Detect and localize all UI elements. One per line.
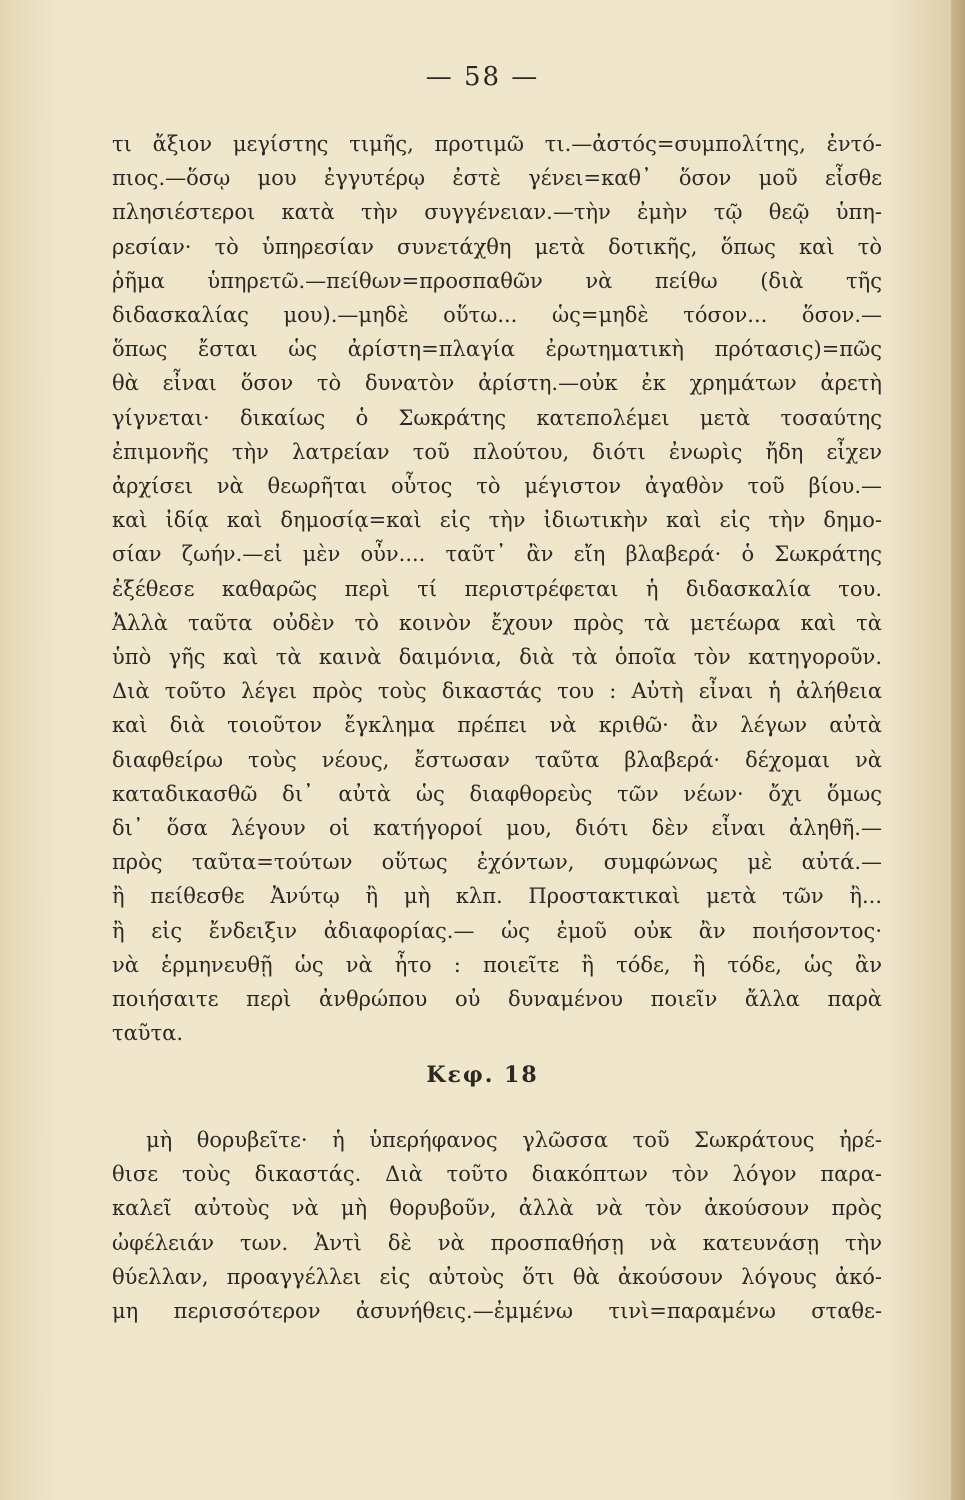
text-line: ρεσίαν· τὸ ὑπηρεσίαν συνετάχθη μετὰ δοτικῆς, ὅπως καὶ τὸ: [112, 234, 882, 259]
text-line: δι᾽ ὅσα λέγουν οἱ κατήγοροί μου, διότι δὲν εἶναι ἀληθῆ.—: [112, 816, 882, 841]
text-line: καὶ διὰ τοιοῦτον ἔγκλημα πρέπει νὰ κριθῶ· ἂν λέγων αὐτὰ: [112, 713, 882, 738]
text-line: καταδικασθῶ δι᾽ αὐτὰ ὡς διαφθορεὺς τῶν νέων· ὄχι ὅμως: [112, 781, 882, 806]
text-line: Διὰ τοῦτο λέγει πρὸς τοὺς δικαστάς του : Αὐτὴ εἶναι ἡ ἀλήθεια: [112, 679, 882, 704]
page-edge: [951, 0, 965, 1500]
text-line: πρὸς ταῦτα=τούτων οὕτως ἐχόντων, συμφώνως μὲ αὐτά.—: [112, 850, 882, 875]
text-line: διαφθείρω τοὺς νέους, ἔστωσαν ταῦτα βλαβερά· δέχομαι νὰ: [112, 747, 882, 772]
text-line: ἐξέθεσε καθαρῶς περὶ τί περιστρέφεται ἡ διδασκαλία του.: [112, 576, 882, 601]
text-line: θισε τοὺς δικαστάς. Διὰ τοῦτο διακόπτων τὸν λόγον παρα-: [112, 1162, 882, 1187]
text-line: μη περισσότερον ἀσυνήθεις.—ἐμμένω τινὶ=παραμένω σταθε-: [112, 1299, 882, 1324]
text-line: Ἀλλὰ ταῦτα οὐδὲν τὸ κοινὸν ἔχουν πρὸς τὰ μετέωρα καὶ τὰ: [112, 610, 882, 635]
text-line: πλησιέστεροι κατὰ τὴν συγγένειαν.—τὴν ἐμὴν τῷ θεῷ ὑπη-: [112, 200, 882, 225]
text-line: ποιήσαιτε περὶ ἀνθρώπου οὐ δυναμένου ποιεῖν ἄλλα παρὰ: [112, 987, 882, 1012]
text-line: πιος.—ὅσῳ μου ἐγγυτέρῳ ἐστὲ γένει=καθ᾽ ὅσον μοῦ εἶσθε: [112, 166, 882, 191]
text-line: νὰ ἑρμηνευθῇ ὡς νὰ ἦτο : ποιεῖτε ἢ τόδε, ἢ τόδε, ὡς ἂν: [112, 952, 882, 977]
text-line: ἢ εἰς ἔνδειξιν ἀδιαφορίας.— ὡς ἐμοῦ οὐκ ἂν ποιήσοντος·: [112, 918, 882, 943]
text-line: μὴ θορυβεῖτε· ἡ ὑπερήφανος γλῶσσα τοῦ Σωκράτους ἠρέ-: [146, 1128, 882, 1152]
text-line: ἐπιμονῆς τὴν λατρείαν τοῦ πλούτου, διότι ἐνωρὶς ἤδη εἶχεν: [112, 439, 882, 464]
text-line: ὑπὸ γῆς καὶ τὰ καινὰ δαιμόνια, διὰ τὰ ὁποῖα τὸν κατηγοροῦν.: [112, 645, 882, 670]
text-line: διδασκαλίας μου).—μηδὲ οὕτω... ὡς=μηδὲ τόσον... ὅσον.—: [112, 303, 882, 328]
text-line: σίαν ζωήν.—εἰ μὲν οὖν.... ταῦτ᾽ ἂν εἴη βλαβερά· ὁ Σωκράτης: [112, 542, 882, 567]
text-line: θύελλαν, προαγγέλλει εἰς αὐτοὺς ὅτι θὰ ἀκούσουν λόγους ἀκό-: [112, 1264, 882, 1289]
commentary-text-lower: [112, 1123, 882, 1328]
text-line: ῥῆμα ὑπηρετῶ.—πείθων=προσπαθῶν νὰ πείθω (διὰ τῆς: [112, 268, 882, 293]
text-line: τι ἄξιον μεγίστης τιμῆς, προτιμῶ τι.—ἀστός=συμπολίτης, ἐντό-: [112, 132, 882, 156]
text-line: ὅπως ἔσται ὡς ἀρίστη=πλαγία ἐρωτηματικὴ πρότασις)=πῶς: [112, 337, 882, 362]
commentary-text-upper: [112, 127, 882, 1050]
text-line: θὰ εἶναι ὅσον τὸ δυνατὸν ἀρίστη.—οὐκ ἐκ χρημάτων ἀρετὴ: [112, 371, 882, 396]
text-line: ἢ πείθεσθε Ἀνύτῳ ἢ μὴ κλπ. Προστακτικαὶ μετὰ τῶν ἢ...: [112, 884, 882, 909]
text-line: ταῦτα.: [112, 1021, 184, 1046]
page-number: — 58 —: [425, 62, 540, 92]
text-line: γίγνεται· δικαίως ὁ Σωκράτης κατεπολέμει μετὰ τοσαύτης: [112, 405, 882, 430]
chapter-heading: Κεφ. 18: [426, 1062, 539, 1088]
text-line: ἀρχίσει νὰ θεωρῆται οὗτος τὸ μέγιστον ἀγαθὸν τοῦ βίου.—: [112, 474, 882, 499]
text-line: καὶ ἰδίᾳ καὶ δημοσίᾳ=καὶ εἰς τὴν ἰδιωτικὴν καὶ εἰς τὴν δημο-: [112, 508, 882, 533]
text-line: ὠφέλειάν των. Ἀντὶ δὲ νὰ προσπαθήσῃ νὰ κατευνάσῃ τὴν: [112, 1230, 882, 1255]
text-line: καλεῖ αὐτοὺς νὰ μὴ θορυβοῦν, ἀλλὰ νὰ τὸν ἀκούσουν πρὸς: [112, 1196, 882, 1221]
